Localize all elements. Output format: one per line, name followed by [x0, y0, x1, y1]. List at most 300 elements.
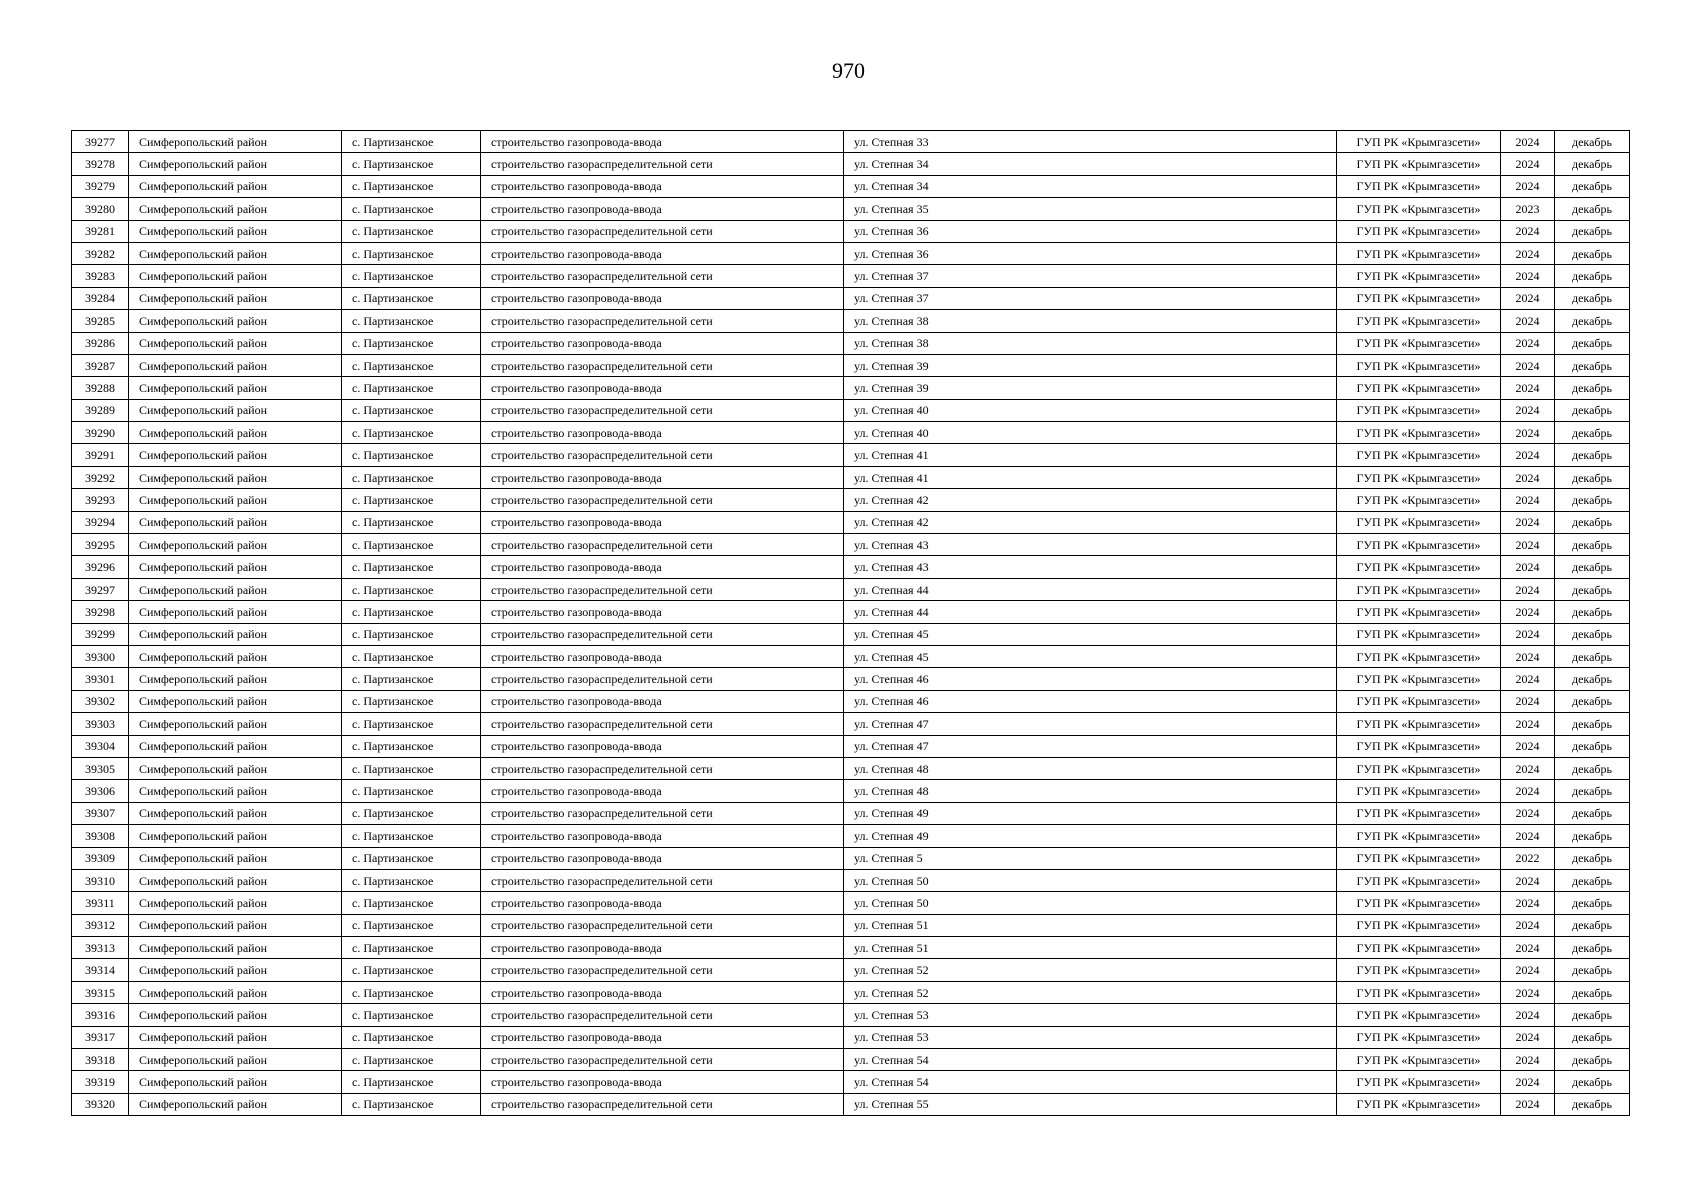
work-type-cell: строительство газораспределительной сети — [481, 310, 844, 332]
row-number: 39311 — [72, 892, 129, 914]
table-row — [72, 914, 1630, 936]
month-cell: декабрь — [1555, 780, 1630, 802]
table-row — [72, 1049, 1630, 1071]
settlement-cell: с. Партизанское — [342, 914, 481, 936]
organization-cell: ГУП РК «Крымгазсети» — [1337, 690, 1501, 712]
district-cell: Симферопольский район — [129, 1026, 342, 1048]
organization-cell: ГУП РК «Крымгазсети» — [1337, 332, 1501, 354]
month-cell: декабрь — [1555, 1049, 1630, 1071]
month-cell: декабрь — [1555, 959, 1630, 981]
work-type-cell: строительство газораспределительной сети — [481, 220, 844, 242]
month-cell: декабрь — [1555, 713, 1630, 735]
year-cell: 2024 — [1501, 623, 1555, 645]
table-row — [72, 399, 1630, 421]
organization-cell: ГУП РК «Крымгазсети» — [1337, 131, 1501, 153]
row-number: 39306 — [72, 780, 129, 802]
year-cell: 2024 — [1501, 153, 1555, 175]
address-cell: ул. Степная 53 — [844, 1004, 1337, 1026]
year-cell: 2024 — [1501, 354, 1555, 376]
district-cell: Симферопольский район — [129, 1004, 342, 1026]
table-row — [72, 690, 1630, 712]
year-cell: 2024 — [1501, 534, 1555, 556]
organization-cell: ГУП РК «Крымгазсети» — [1337, 780, 1501, 802]
district-cell: Симферопольский район — [129, 690, 342, 712]
year-cell: 2024 — [1501, 578, 1555, 600]
row-number: 39291 — [72, 444, 129, 466]
settlement-cell: с. Партизанское — [342, 220, 481, 242]
year-cell: 2024 — [1501, 511, 1555, 533]
month-cell: декабрь — [1555, 847, 1630, 869]
organization-cell: ГУП РК «Крымгазсети» — [1337, 422, 1501, 444]
organization-cell: ГУП РК «Крымгазсети» — [1337, 466, 1501, 488]
work-type-cell: строительство газопровода-ввода — [481, 937, 844, 959]
month-cell: декабрь — [1555, 601, 1630, 623]
row-number: 39294 — [72, 511, 129, 533]
settlement-cell: с. Партизанское — [342, 668, 481, 690]
table-row — [72, 131, 1630, 153]
address-cell: ул. Степная 46 — [844, 668, 1337, 690]
year-cell: 2024 — [1501, 287, 1555, 309]
address-cell: ул. Степная 39 — [844, 354, 1337, 376]
organization-cell: ГУП РК «Крымгазсети» — [1337, 556, 1501, 578]
month-cell: декабрь — [1555, 489, 1630, 511]
settlement-cell: с. Партизанское — [342, 198, 481, 220]
address-cell: ул. Степная 34 — [844, 153, 1337, 175]
year-cell: 2024 — [1501, 466, 1555, 488]
table-row — [72, 175, 1630, 197]
row-number: 39293 — [72, 489, 129, 511]
settlement-cell: с. Партизанское — [342, 847, 481, 869]
row-number: 39287 — [72, 354, 129, 376]
settlement-cell: с. Партизанское — [342, 825, 481, 847]
row-number: 39318 — [72, 1049, 129, 1071]
address-cell: ул. Степная 38 — [844, 332, 1337, 354]
month-cell: декабрь — [1555, 399, 1630, 421]
district-cell: Симферопольский район — [129, 399, 342, 421]
year-cell: 2024 — [1501, 825, 1555, 847]
month-cell: декабрь — [1555, 310, 1630, 332]
organization-cell: ГУП РК «Крымгазсети» — [1337, 1071, 1501, 1093]
district-cell: Симферопольский район — [129, 198, 342, 220]
work-type-cell: строительство газораспределительной сети — [481, 757, 844, 779]
month-cell: декабрь — [1555, 869, 1630, 891]
work-type-cell: строительство газопровода-ввода — [481, 1071, 844, 1093]
settlement-cell: с. Партизанское — [342, 489, 481, 511]
district-cell: Симферопольский район — [129, 802, 342, 824]
district-cell: Симферопольский район — [129, 937, 342, 959]
address-cell: ул. Степная 52 — [844, 959, 1337, 981]
work-type-cell: строительство газораспределительной сети — [481, 534, 844, 556]
table-row — [72, 1071, 1630, 1093]
address-cell: ул. Степная 52 — [844, 981, 1337, 1003]
district-cell: Симферопольский район — [129, 645, 342, 667]
district-cell: Симферопольский район — [129, 511, 342, 533]
table-row — [72, 981, 1630, 1003]
year-cell: 2024 — [1501, 937, 1555, 959]
district-cell: Симферопольский район — [129, 623, 342, 645]
table-row — [72, 578, 1630, 600]
settlement-cell: с. Партизанское — [342, 645, 481, 667]
settlement-cell: с. Партизанское — [342, 690, 481, 712]
work-type-cell: строительство газораспределительной сети — [481, 265, 844, 287]
month-cell: декабрь — [1555, 1004, 1630, 1026]
address-cell: ул. Степная 37 — [844, 265, 1337, 287]
table-row — [72, 287, 1630, 309]
work-type-cell: строительство газопровода-ввода — [481, 175, 844, 197]
work-type-cell: строительство газопровода-ввода — [481, 1026, 844, 1048]
year-cell: 2024 — [1501, 556, 1555, 578]
organization-cell: ГУП РК «Крымгазсети» — [1337, 601, 1501, 623]
row-number: 39279 — [72, 175, 129, 197]
row-number: 39312 — [72, 914, 129, 936]
address-cell: ул. Степная 41 — [844, 444, 1337, 466]
registry-table — [71, 130, 1630, 1116]
row-number: 39288 — [72, 377, 129, 399]
settlement-cell: с. Партизанское — [342, 623, 481, 645]
address-cell: ул. Степная 42 — [844, 489, 1337, 511]
year-cell: 2024 — [1501, 869, 1555, 891]
organization-cell: ГУП РК «Крымгазсети» — [1337, 645, 1501, 667]
month-cell: декабрь — [1555, 198, 1630, 220]
district-cell: Симферопольский район — [129, 332, 342, 354]
work-type-cell: строительство газопровода-ввода — [481, 466, 844, 488]
row-number: 39299 — [72, 623, 129, 645]
settlement-cell: с. Партизанское — [342, 780, 481, 802]
row-number: 39302 — [72, 690, 129, 712]
settlement-cell: с. Партизанское — [342, 1093, 481, 1115]
settlement-cell: с. Партизанское — [342, 377, 481, 399]
organization-cell: ГУП РК «Крымгазсети» — [1337, 220, 1501, 242]
year-cell: 2024 — [1501, 914, 1555, 936]
table-row — [72, 242, 1630, 264]
organization-cell: ГУП РК «Крымгазсети» — [1337, 825, 1501, 847]
year-cell: 2024 — [1501, 310, 1555, 332]
district-cell: Симферопольский район — [129, 959, 342, 981]
district-cell: Симферопольский район — [129, 780, 342, 802]
year-cell: 2024 — [1501, 242, 1555, 264]
settlement-cell: с. Партизанское — [342, 735, 481, 757]
month-cell: декабрь — [1555, 757, 1630, 779]
row-number: 39282 — [72, 242, 129, 264]
month-cell: декабрь — [1555, 981, 1630, 1003]
year-cell: 2024 — [1501, 1071, 1555, 1093]
work-type-cell: строительство газопровода-ввода — [481, 825, 844, 847]
address-cell: ул. Степная 51 — [844, 937, 1337, 959]
address-cell: ул. Степная 35 — [844, 198, 1337, 220]
settlement-cell: с. Партизанское — [342, 1071, 481, 1093]
settlement-cell: с. Партизанское — [342, 422, 481, 444]
work-type-cell: строительство газопровода-ввода — [481, 556, 844, 578]
month-cell: декабрь — [1555, 265, 1630, 287]
work-type-cell: строительство газораспределительной сети — [481, 1004, 844, 1026]
row-number: 39290 — [72, 422, 129, 444]
work-type-cell: строительство газораспределительной сети — [481, 578, 844, 600]
row-number: 39281 — [72, 220, 129, 242]
district-cell: Симферопольский район — [129, 242, 342, 264]
month-cell: декабрь — [1555, 220, 1630, 242]
settlement-cell: с. Партизанское — [342, 444, 481, 466]
month-cell: декабрь — [1555, 534, 1630, 556]
work-type-cell: строительство газопровода-ввода — [481, 198, 844, 220]
month-cell: декабрь — [1555, 131, 1630, 153]
year-cell: 2024 — [1501, 645, 1555, 667]
settlement-cell: с. Партизанское — [342, 869, 481, 891]
row-number: 39289 — [72, 399, 129, 421]
month-cell: декабрь — [1555, 1026, 1630, 1048]
settlement-cell: с. Партизанское — [342, 287, 481, 309]
district-cell: Симферопольский район — [129, 981, 342, 1003]
organization-cell: ГУП РК «Крымгазсети» — [1337, 511, 1501, 533]
organization-cell: ГУП РК «Крымгазсети» — [1337, 959, 1501, 981]
organization-cell: ГУП РК «Крымгазсети» — [1337, 914, 1501, 936]
settlement-cell: с. Партизанское — [342, 802, 481, 824]
organization-cell: ГУП РК «Крымгазсети» — [1337, 265, 1501, 287]
month-cell: декабрь — [1555, 825, 1630, 847]
year-cell: 2022 — [1501, 847, 1555, 869]
month-cell: декабрь — [1555, 623, 1630, 645]
organization-cell: ГУП РК «Крымгазсети» — [1337, 892, 1501, 914]
year-cell: 2024 — [1501, 332, 1555, 354]
work-type-cell: строительство газопровода-ввода — [481, 287, 844, 309]
table-row — [72, 825, 1630, 847]
district-cell: Симферопольский район — [129, 265, 342, 287]
month-cell: декабрь — [1555, 332, 1630, 354]
work-type-cell: строительство газопровода-ввода — [481, 377, 844, 399]
district-cell: Симферопольский район — [129, 377, 342, 399]
table-row — [72, 892, 1630, 914]
row-number: 39285 — [72, 310, 129, 332]
work-type-cell: строительство газораспределительной сети — [481, 802, 844, 824]
district-cell: Симферопольский район — [129, 914, 342, 936]
district-cell: Симферопольский район — [129, 713, 342, 735]
table-row — [72, 198, 1630, 220]
row-number: 39296 — [72, 556, 129, 578]
work-type-cell: строительство газопровода-ввода — [481, 645, 844, 667]
address-cell: ул. Степная 5 — [844, 847, 1337, 869]
year-cell: 2024 — [1501, 1093, 1555, 1115]
district-cell: Симферопольский район — [129, 310, 342, 332]
organization-cell: ГУП РК «Крымгазсети» — [1337, 802, 1501, 824]
district-cell: Симферопольский район — [129, 847, 342, 869]
organization-cell: ГУП РК «Крымгазсети» — [1337, 153, 1501, 175]
district-cell: Симферопольский район — [129, 444, 342, 466]
district-cell: Симферопольский район — [129, 466, 342, 488]
work-type-cell: строительство газораспределительной сети — [481, 444, 844, 466]
settlement-cell: с. Партизанское — [342, 332, 481, 354]
year-cell: 2024 — [1501, 265, 1555, 287]
settlement-cell: с. Партизанское — [342, 310, 481, 332]
address-cell: ул. Степная 55 — [844, 1093, 1337, 1115]
year-cell: 2024 — [1501, 377, 1555, 399]
organization-cell: ГУП РК «Крымгазсети» — [1337, 757, 1501, 779]
settlement-cell: с. Партизанское — [342, 354, 481, 376]
organization-cell: ГУП РК «Крымгазсети» — [1337, 1004, 1501, 1026]
year-cell: 2024 — [1501, 1004, 1555, 1026]
address-cell: ул. Степная 37 — [844, 287, 1337, 309]
row-number: 39297 — [72, 578, 129, 600]
work-type-cell: строительство газопровода-ввода — [481, 690, 844, 712]
month-cell: декабрь — [1555, 354, 1630, 376]
month-cell: декабрь — [1555, 511, 1630, 533]
address-cell: ул. Степная 49 — [844, 802, 1337, 824]
month-cell: декабрь — [1555, 1093, 1630, 1115]
organization-cell: ГУП РК «Крымгазсети» — [1337, 489, 1501, 511]
work-type-cell: строительство газораспределительной сети — [481, 713, 844, 735]
organization-cell: ГУП РК «Крымгазсети» — [1337, 713, 1501, 735]
settlement-cell: с. Партизанское — [342, 466, 481, 488]
work-type-cell: строительство газопровода-ввода — [481, 892, 844, 914]
row-number: 39319 — [72, 1071, 129, 1093]
month-cell: декабрь — [1555, 690, 1630, 712]
organization-cell: ГУП РК «Крымгазсети» — [1337, 242, 1501, 264]
work-type-cell: строительство газораспределительной сети — [481, 1049, 844, 1071]
table-row — [72, 757, 1630, 779]
organization-cell: ГУП РК «Крымгазсети» — [1337, 1026, 1501, 1048]
address-cell: ул. Степная 40 — [844, 399, 1337, 421]
table-row — [72, 153, 1630, 175]
year-cell: 2024 — [1501, 735, 1555, 757]
work-type-cell: строительство газопровода-ввода — [481, 422, 844, 444]
table-row — [72, 265, 1630, 287]
address-cell: ул. Степная 33 — [844, 131, 1337, 153]
settlement-cell: с. Партизанское — [342, 713, 481, 735]
organization-cell: ГУП РК «Крымгазсети» — [1337, 534, 1501, 556]
table-row — [72, 1093, 1630, 1115]
registry-body — [72, 131, 1630, 1116]
month-cell: декабрь — [1555, 578, 1630, 600]
month-cell: декабрь — [1555, 377, 1630, 399]
year-cell: 2024 — [1501, 399, 1555, 421]
address-cell: ул. Степная 43 — [844, 556, 1337, 578]
district-cell: Симферопольский район — [129, 131, 342, 153]
organization-cell: ГУП РК «Крымгазсети» — [1337, 310, 1501, 332]
district-cell: Симферопольский район — [129, 869, 342, 891]
row-number: 39295 — [72, 534, 129, 556]
table-row — [72, 422, 1630, 444]
month-cell: декабрь — [1555, 937, 1630, 959]
table-row — [72, 937, 1630, 959]
row-number: 39298 — [72, 601, 129, 623]
address-cell: ул. Степная 42 — [844, 511, 1337, 533]
address-cell: ул. Степная 34 — [844, 175, 1337, 197]
table-row — [72, 601, 1630, 623]
row-number: 39317 — [72, 1026, 129, 1048]
address-cell: ул. Степная 53 — [844, 1026, 1337, 1048]
year-cell: 2024 — [1501, 892, 1555, 914]
year-cell: 2024 — [1501, 668, 1555, 690]
year-cell: 2024 — [1501, 802, 1555, 824]
row-number: 39283 — [72, 265, 129, 287]
district-cell: Симферопольский район — [129, 220, 342, 242]
address-cell: ул. Степная 44 — [844, 578, 1337, 600]
work-type-cell: строительство газопровода-ввода — [481, 332, 844, 354]
table-row — [72, 623, 1630, 645]
row-number: 39310 — [72, 869, 129, 891]
district-cell: Симферопольский район — [129, 422, 342, 444]
district-cell: Симферопольский район — [129, 153, 342, 175]
table-row — [72, 668, 1630, 690]
work-type-cell: строительство газораспределительной сети — [481, 354, 844, 376]
organization-cell: ГУП РК «Крымгазсети» — [1337, 377, 1501, 399]
table-row — [72, 377, 1630, 399]
address-cell: ул. Степная 39 — [844, 377, 1337, 399]
table-row — [72, 735, 1630, 757]
year-cell: 2024 — [1501, 690, 1555, 712]
district-cell: Симферопольский район — [129, 735, 342, 757]
table-row — [72, 220, 1630, 242]
district-cell: Симферопольский район — [129, 489, 342, 511]
year-cell: 2024 — [1501, 601, 1555, 623]
year-cell: 2024 — [1501, 444, 1555, 466]
organization-cell: ГУП РК «Крымгазсети» — [1337, 354, 1501, 376]
table-row — [72, 556, 1630, 578]
district-cell: Симферопольский район — [129, 354, 342, 376]
month-cell: декабрь — [1555, 444, 1630, 466]
work-type-cell: строительство газораспределительной сети — [481, 489, 844, 511]
table-row — [72, 310, 1630, 332]
table-row — [72, 466, 1630, 488]
row-number: 39284 — [72, 287, 129, 309]
table-row — [72, 1004, 1630, 1026]
organization-cell: ГУП РК «Крымгазсети» — [1337, 198, 1501, 220]
settlement-cell: с. Партизанское — [342, 959, 481, 981]
address-cell: ул. Степная 46 — [844, 690, 1337, 712]
table-row — [72, 534, 1630, 556]
row-number: 39303 — [72, 713, 129, 735]
row-number: 39314 — [72, 959, 129, 981]
work-type-cell: строительство газораспределительной сети — [481, 623, 844, 645]
work-type-cell: строительство газопровода-ввода — [481, 511, 844, 533]
table-row — [72, 869, 1630, 891]
row-number: 39304 — [72, 735, 129, 757]
year-cell: 2024 — [1501, 220, 1555, 242]
page-number: 970 — [832, 58, 865, 83]
work-type-cell: строительство газопровода-ввода — [481, 131, 844, 153]
organization-cell: ГУП РК «Крымгазсети» — [1337, 399, 1501, 421]
row-number: 39315 — [72, 981, 129, 1003]
settlement-cell: с. Партизанское — [342, 131, 481, 153]
table-row — [72, 847, 1630, 869]
year-cell: 2024 — [1501, 757, 1555, 779]
organization-cell: ГУП РК «Крымгазсети» — [1337, 1093, 1501, 1115]
address-cell: ул. Степная 45 — [844, 645, 1337, 667]
organization-cell: ГУП РК «Крымгазсети» — [1337, 175, 1501, 197]
settlement-cell: с. Партизанское — [342, 556, 481, 578]
organization-cell: ГУП РК «Крымгазсети» — [1337, 937, 1501, 959]
row-number: 39309 — [72, 847, 129, 869]
settlement-cell: с. Партизанское — [342, 1004, 481, 1026]
address-cell: ул. Степная 50 — [844, 869, 1337, 891]
table-row — [72, 354, 1630, 376]
row-number: 39305 — [72, 757, 129, 779]
row-number: 39308 — [72, 825, 129, 847]
district-cell: Симферопольский район — [129, 757, 342, 779]
month-cell: декабрь — [1555, 668, 1630, 690]
row-number: 39300 — [72, 645, 129, 667]
work-type-cell: строительство газораспределительной сети — [481, 399, 844, 421]
address-cell: ул. Степная 51 — [844, 914, 1337, 936]
table-row — [72, 511, 1630, 533]
table-row — [72, 713, 1630, 735]
work-type-cell: строительство газораспределительной сети — [481, 668, 844, 690]
district-cell: Симферопольский район — [129, 578, 342, 600]
table-row — [72, 444, 1630, 466]
organization-cell: ГУП РК «Крымгазсети» — [1337, 981, 1501, 1003]
settlement-cell: с. Партизанское — [342, 601, 481, 623]
table-row — [72, 489, 1630, 511]
settlement-cell: с. Партизанское — [342, 242, 481, 264]
month-cell: декабрь — [1555, 153, 1630, 175]
